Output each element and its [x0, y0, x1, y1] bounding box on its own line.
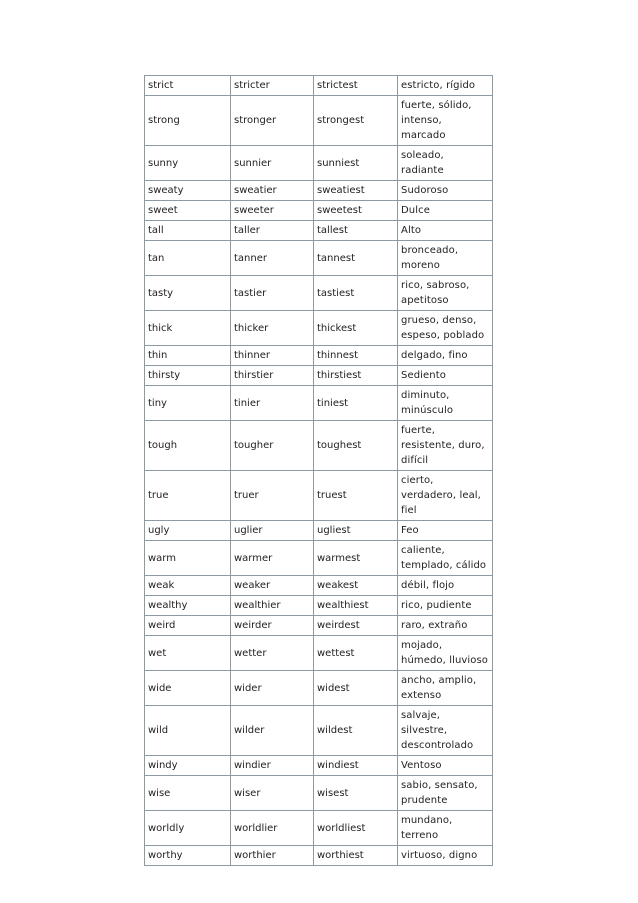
translation-cell: grueso, denso, espeso, poblado: [398, 311, 493, 346]
comparative-cell: worthier: [231, 846, 314, 866]
comparative-cell: windier: [231, 756, 314, 776]
adjective-cell: sweaty: [145, 181, 231, 201]
translation-cell: soleado, radiante: [398, 146, 493, 181]
superlative-cell: wisest: [314, 776, 398, 811]
translation-cell: rico, pudiente: [398, 596, 493, 616]
table-row: [145, 386, 493, 421]
translation-cell: Sudoroso: [398, 181, 493, 201]
superlative-cell: truest: [314, 471, 398, 521]
comparative-cell: thirstier: [231, 366, 314, 386]
comparative-cell: thinner: [231, 346, 314, 366]
adjective-cell: worldly: [145, 811, 231, 846]
superlative-cell: weirdest: [314, 616, 398, 636]
superlative-cell: toughest: [314, 421, 398, 471]
table-row: [145, 471, 493, 521]
adjective-cell: tough: [145, 421, 231, 471]
comparative-cell: stricter: [231, 76, 314, 96]
table-row: [145, 311, 493, 346]
table-row: [145, 756, 493, 776]
comparative-cell: wiser: [231, 776, 314, 811]
translation-cell: mojado, húmedo, lluvioso: [398, 636, 493, 671]
table-row: [145, 636, 493, 671]
adjective-cell: strong: [145, 96, 231, 146]
adjective-cell: wild: [145, 706, 231, 756]
table-row: [145, 96, 493, 146]
table-row: [145, 421, 493, 471]
superlative-cell: thickest: [314, 311, 398, 346]
superlative-cell: wildest: [314, 706, 398, 756]
table-row: [145, 201, 493, 221]
table-row: [145, 346, 493, 366]
translation-cell: sabio, sensato, prudente: [398, 776, 493, 811]
table-row: [145, 76, 493, 96]
superlative-cell: sweetest: [314, 201, 398, 221]
superlative-cell: worthiest: [314, 846, 398, 866]
comparative-cell: stronger: [231, 96, 314, 146]
superlative-cell: tiniest: [314, 386, 398, 421]
translation-cell: fuerte, sólido, intenso, marcado: [398, 96, 493, 146]
table-row: [145, 276, 493, 311]
superlative-cell: warmest: [314, 541, 398, 576]
translation-cell: delgado, fino: [398, 346, 493, 366]
superlative-cell: windiest: [314, 756, 398, 776]
comparative-cell: thicker: [231, 311, 314, 346]
table-row: [145, 596, 493, 616]
superlative-cell: wealthiest: [314, 596, 398, 616]
superlative-cell: thirstiest: [314, 366, 398, 386]
adjective-cell: worthy: [145, 846, 231, 866]
adjective-cell: thick: [145, 311, 231, 346]
superlative-cell: tallest: [314, 221, 398, 241]
adjective-cell: sunny: [145, 146, 231, 181]
adjective-cell: sweet: [145, 201, 231, 221]
comparative-cell: wilder: [231, 706, 314, 756]
translation-cell: fuerte, resistente, duro, difícil: [398, 421, 493, 471]
translation-cell: cierto, verdadero, leal, fiel: [398, 471, 493, 521]
adjective-comparison-table: [144, 75, 493, 866]
translation-cell: ancho, amplio, extenso: [398, 671, 493, 706]
adjective-cell: thirsty: [145, 366, 231, 386]
superlative-cell: strongest: [314, 96, 398, 146]
comparative-cell: sweatier: [231, 181, 314, 201]
adjective-cell: weak: [145, 576, 231, 596]
comparative-cell: weaker: [231, 576, 314, 596]
superlative-cell: sweatiest: [314, 181, 398, 201]
comparative-cell: weirder: [231, 616, 314, 636]
table-row: [145, 521, 493, 541]
translation-cell: mundano, terreno: [398, 811, 493, 846]
comparative-cell: wetter: [231, 636, 314, 671]
adjective-cell: wealthy: [145, 596, 231, 616]
translation-cell: Feo: [398, 521, 493, 541]
comparative-cell: sweeter: [231, 201, 314, 221]
translation-cell: estricto, rígido: [398, 76, 493, 96]
translation-cell: diminuto, minúsculo: [398, 386, 493, 421]
comparative-cell: truer: [231, 471, 314, 521]
translation-cell: Sediento: [398, 366, 493, 386]
table-row: [145, 366, 493, 386]
adjective-cell: weird: [145, 616, 231, 636]
superlative-cell: sunniest: [314, 146, 398, 181]
comparative-cell: wealthier: [231, 596, 314, 616]
adjective-cell: tiny: [145, 386, 231, 421]
table-row: [145, 671, 493, 706]
comparative-cell: sunnier: [231, 146, 314, 181]
translation-cell: salvaje, silvestre, descontrolado: [398, 706, 493, 756]
table-row: [145, 811, 493, 846]
adjective-cell: true: [145, 471, 231, 521]
comparative-cell: worldlier: [231, 811, 314, 846]
table-row: [145, 221, 493, 241]
table-row: [145, 846, 493, 866]
translation-cell: raro, extraño: [398, 616, 493, 636]
adjective-cell: tasty: [145, 276, 231, 311]
comparative-cell: taller: [231, 221, 314, 241]
table-row: [145, 576, 493, 596]
translation-cell: Dulce: [398, 201, 493, 221]
superlative-cell: worldliest: [314, 811, 398, 846]
adjective-cell: ugly: [145, 521, 231, 541]
superlative-cell: weakest: [314, 576, 398, 596]
translation-cell: caliente, templado, cálido: [398, 541, 493, 576]
adjective-cell: windy: [145, 756, 231, 776]
table-row: [145, 241, 493, 276]
translation-cell: débil, flojo: [398, 576, 493, 596]
table-row: [145, 541, 493, 576]
adjective-cell: strict: [145, 76, 231, 96]
superlative-cell: ugliest: [314, 521, 398, 541]
translation-cell: bronceado, moreno: [398, 241, 493, 276]
superlative-cell: widest: [314, 671, 398, 706]
comparative-cell: warmer: [231, 541, 314, 576]
table-row: [145, 706, 493, 756]
comparative-cell: wider: [231, 671, 314, 706]
adjective-cell: thin: [145, 346, 231, 366]
comparative-cell: tinier: [231, 386, 314, 421]
comparative-cell: tougher: [231, 421, 314, 471]
table-row: [145, 616, 493, 636]
table-body: [145, 76, 493, 866]
translation-cell: virtuoso, digno: [398, 846, 493, 866]
superlative-cell: thinnest: [314, 346, 398, 366]
adjective-cell: wise: [145, 776, 231, 811]
comparative-cell: tastier: [231, 276, 314, 311]
comparative-cell: tanner: [231, 241, 314, 276]
translation-cell: Alto: [398, 221, 493, 241]
adjective-cell: tall: [145, 221, 231, 241]
table-row: [145, 776, 493, 811]
table-row: [145, 146, 493, 181]
adjective-cell: wet: [145, 636, 231, 671]
table-row: [145, 181, 493, 201]
adjective-cell: tan: [145, 241, 231, 276]
translation-cell: rico, sabroso, apetitoso: [398, 276, 493, 311]
superlative-cell: strictest: [314, 76, 398, 96]
adjective-cell: warm: [145, 541, 231, 576]
superlative-cell: tannest: [314, 241, 398, 276]
adjective-cell: wide: [145, 671, 231, 706]
comparative-cell: uglier: [231, 521, 314, 541]
translation-cell: Ventoso: [398, 756, 493, 776]
superlative-cell: tastiest: [314, 276, 398, 311]
superlative-cell: wettest: [314, 636, 398, 671]
